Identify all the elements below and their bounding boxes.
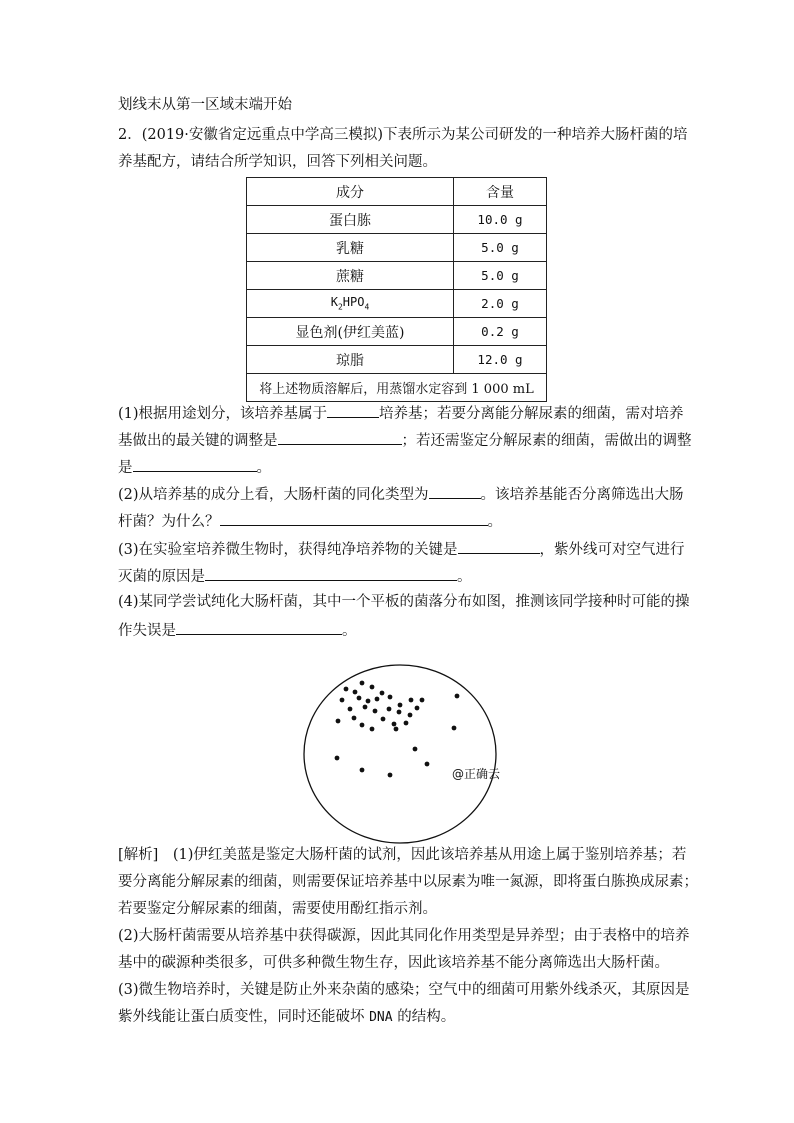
colony-dot <box>452 726 457 731</box>
colony-dot <box>380 691 385 696</box>
colony-dot <box>352 716 357 721</box>
watermark-text: @正确云 <box>452 767 501 781</box>
colony-dot <box>360 768 365 773</box>
table-row <box>247 318 547 346</box>
analysis-text-7c: 的结构。 <box>392 1009 456 1025</box>
ingredient-amount: 10.0 g <box>454 206 547 234</box>
colony-dot <box>388 773 393 778</box>
colony-dot <box>373 709 378 714</box>
analysis-text-7a: 紫外线能让蛋白质变性，同时还能破坏 <box>118 1009 370 1025</box>
ingredient-name: 乳糖 <box>247 234 454 262</box>
colony-dot <box>394 727 399 732</box>
table-row <box>247 290 547 318</box>
q1-text-e: 是 <box>118 460 133 476</box>
analysis-label: [解析] <box>118 847 159 863</box>
colony-dot <box>348 707 353 712</box>
q1-text-c: 基做出的最关键的调整是 <box>118 433 278 449</box>
colony-dot <box>415 706 420 711</box>
question-line-2: 养基配方，请结合所学知识，回答下列相关问题。 <box>118 154 437 170</box>
answer-blank-4[interactable] <box>429 483 481 499</box>
colony-dot <box>366 699 371 704</box>
analysis-text-1: (1)伊红美蓝是鉴定大肠杆菌的试剂，因此该培养基从用途上属于鉴别培养基；若 <box>158 847 687 863</box>
table-note: 将上述物质溶解后，用蒸馏水定容到 1 000 mL <box>247 374 547 402</box>
colony-dot <box>360 681 365 686</box>
colony-dot <box>413 747 418 752</box>
q2-text-d: 。 <box>487 514 502 530</box>
q2-line-2 <box>118 510 502 532</box>
analysis-line-3: 若要鉴定分解尿素的细菌，需要使用酚红指示剂。 <box>118 901 437 917</box>
q3-line-1 <box>118 538 685 560</box>
q1-text-d: ；若还需鉴定分解尿素的细菌，需做出的调整 <box>401 433 692 449</box>
table-header-ingredient: 成分 <box>247 178 454 206</box>
q1-line-3 <box>118 456 271 478</box>
q3-text-b: ，紫外线可对空气进行 <box>539 542 685 558</box>
colony-dot <box>370 685 375 690</box>
formula-sub-2: 2 <box>337 302 343 312</box>
table-row <box>247 346 547 374</box>
colony-dot <box>398 703 403 708</box>
colony-dot <box>375 697 380 702</box>
ingredient-amount: 5.0 g <box>454 234 547 262</box>
table-header-row <box>247 178 547 206</box>
colony-dot <box>344 687 349 692</box>
formula-sub-4: 4 <box>364 302 370 312</box>
q4-text-b: 作失误是 <box>118 623 176 639</box>
analysis-line-1 <box>118 845 686 865</box>
ingredient-amount: 2.0 g <box>454 290 547 318</box>
q3-text-c: 灭菌的原因是 <box>118 569 205 585</box>
table-row <box>247 262 547 290</box>
table-row <box>247 206 547 234</box>
table-note-row <box>247 374 547 402</box>
q3-text-d: 。 <box>457 569 472 585</box>
colony-dot <box>340 698 345 703</box>
q2-text-a: (2)从培养基的成分上看，大肠杆菌的同化类型为 <box>118 487 429 503</box>
table-row <box>247 234 547 262</box>
question-line-1: 2．(2019·安徽省定远重点中学高三模拟)下表所示为某公司研发的一种培养大肠杆菌的培 <box>118 127 688 143</box>
colony-dot <box>370 727 375 732</box>
colony-dot <box>360 723 365 728</box>
analysis-text-dna: DNA <box>369 1010 393 1025</box>
analysis-line-5: 基中的碳源种类很多，可供多种微生物生存，因此该培养基不能分离筛选出大肠杆菌。 <box>118 955 669 971</box>
answer-blank-8[interactable] <box>176 619 342 635</box>
colony-group <box>335 681 460 778</box>
analysis-line-2: 要分离能分解尿素的细菌，则需要保证培养基中以尿素为唯一氮源，即将蛋白胨换成尿素； <box>118 874 698 890</box>
answer-blank-1[interactable] <box>327 402 379 418</box>
ingredient-amount: 5.0 g <box>454 262 547 290</box>
q2-text-b: 。该培养基能否分离筛选出大肠 <box>480 487 684 503</box>
q4-text-c: 。 <box>342 623 357 639</box>
ingredient-name-formula <box>247 290 454 318</box>
q2-text-c: 杆菌？为什么？ <box>118 514 220 530</box>
formula-hpo: HPO <box>342 295 365 310</box>
q1-text-a: (1)根据用途划分，该培养基属于 <box>118 406 328 422</box>
colony-dot <box>381 717 386 722</box>
colony-dot <box>425 762 430 767</box>
analysis-line-6: (3)微生物培养时，关键是防止外来杂菌的感染；空气中的细菌可用紫外线杀灭，其原因是 <box>118 982 690 998</box>
q1-line-2 <box>118 429 692 451</box>
colony-dot <box>409 698 414 703</box>
colony-dot <box>408 713 413 718</box>
formula-k: K <box>330 295 338 310</box>
colony-dot <box>455 694 460 699</box>
header-line: 划线末从第一区域末端开始 <box>118 97 292 113</box>
q1-text-f: 。 <box>256 460 271 476</box>
colony-dot <box>397 710 402 715</box>
q1-text-b: 培养基；若要分离能分解尿素的细菌，需对培养 <box>379 406 684 422</box>
q2-line-1 <box>118 483 684 505</box>
petri-dish-outline <box>304 665 496 843</box>
colony-dot <box>335 756 340 761</box>
ingredient-name: 琼脂 <box>247 346 454 374</box>
ingredient-amount: 12.0 g <box>454 346 547 374</box>
ingredient-name: 蛋白胨 <box>247 206 454 234</box>
q4-line-2 <box>118 619 357 641</box>
analysis-line-7 <box>118 1007 455 1028</box>
q4-line-1: (4)某同学尝试纯化大肠杆菌，其中一个平板的菌落分布如图，推测该同学接种时可能的操 <box>118 594 690 610</box>
answer-blank-5[interactable] <box>220 510 488 526</box>
colony-dot <box>336 719 341 724</box>
analysis-line-4: (2)大肠杆菌需要从培养基中获得碳源，因此其同化作用类型是异养型；由于表格中的培养 <box>118 928 690 944</box>
answer-blank-3[interactable] <box>133 456 257 472</box>
colony-dot <box>404 721 409 726</box>
petri-dish-figure <box>302 663 501 845</box>
colony-dot <box>363 705 368 710</box>
colony-dot <box>388 695 393 700</box>
ingredient-name: 显色剂(伊红美蓝) <box>247 318 454 346</box>
colony-dot <box>420 698 425 703</box>
q1-line-1 <box>118 402 684 424</box>
q3-line-2 <box>118 565 472 587</box>
ingredient-amount: 0.2 g <box>454 318 547 346</box>
recipe-table <box>246 177 547 402</box>
q3-text-a: (3)在实验室培养微生物时，获得纯净培养物的关键是 <box>118 542 458 558</box>
answer-blank-2[interactable] <box>278 429 402 445</box>
answer-blank-6[interactable] <box>458 538 540 554</box>
colony-dot <box>357 696 362 701</box>
ingredient-name: 蔗糖 <box>247 262 454 290</box>
colony-dot <box>387 707 392 712</box>
colony-dot <box>392 722 397 727</box>
table-header-amount: 含量 <box>454 178 547 206</box>
answer-blank-7[interactable] <box>205 565 457 581</box>
colony-dot <box>353 690 358 695</box>
